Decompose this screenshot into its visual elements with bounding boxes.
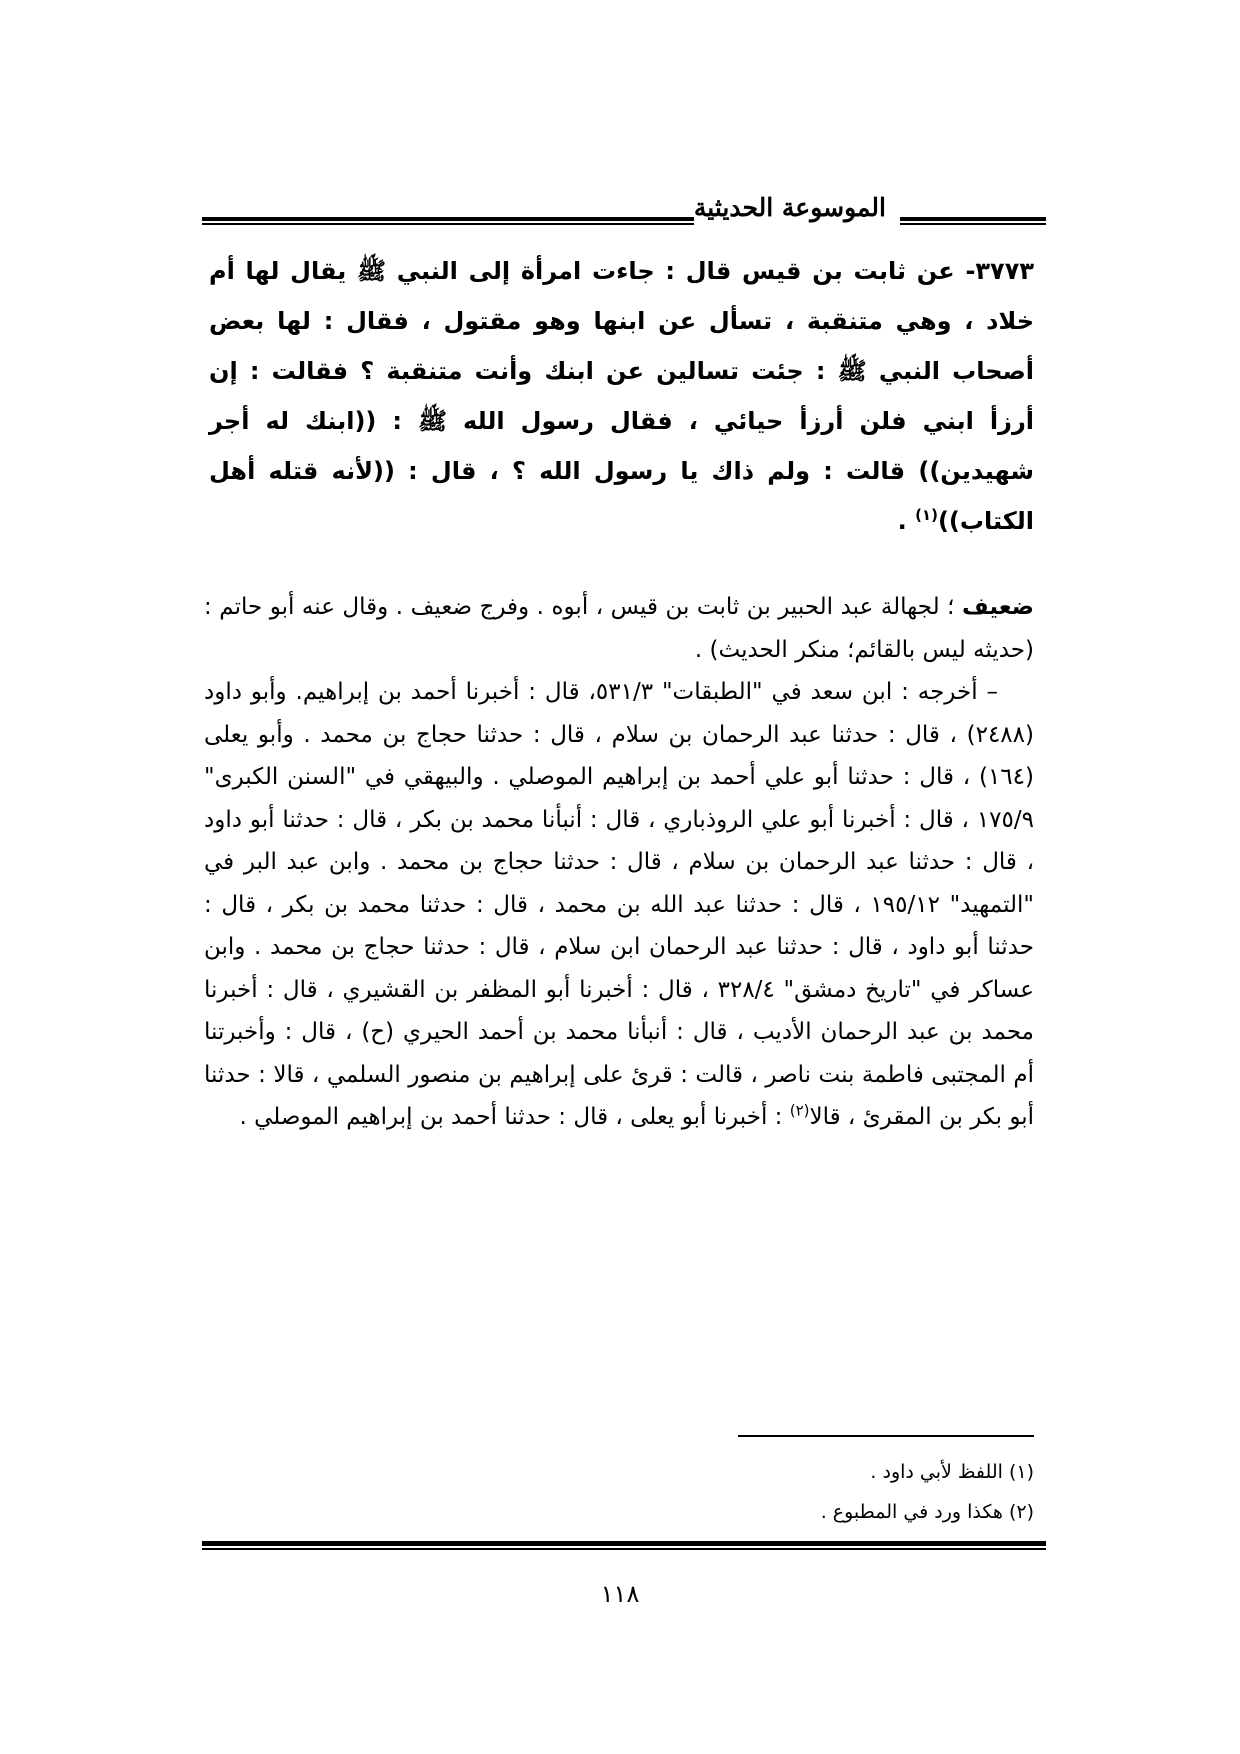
footer-rule	[202, 1541, 1046, 1550]
footnote-1: (١) اللفظ لأبي داود .	[870, 1461, 1034, 1483]
page-header	[202, 193, 1046, 233]
header-rule-left	[202, 217, 694, 225]
book-title: الموسوعة الحديثية	[693, 193, 886, 222]
page-number: ١١٨	[600, 1580, 640, 1608]
header-rule-right	[900, 217, 1046, 225]
takhrij-paragraph	[204, 671, 1034, 1139]
commentary	[204, 586, 1034, 1139]
hadith-text	[209, 246, 1034, 546]
footnotes	[204, 1452, 1034, 1532]
footnote-ref-1: (١)	[915, 506, 938, 524]
grading-text: ؛ لجهالة عبد الحبير بن ثابت بن قيس ، أبوه . وفرج ضعيف . وقال عنه أبو حاتم : (حديثه ليس بالقائم؛ منكر الحديث) .	[204, 594, 1034, 663]
grading-label: ضعيف	[962, 594, 1034, 620]
takhrij-text-end: : أخبرنا أبو يعلى ، قال : حدثنا أحمد بن إبراهيم الموصلي .	[239, 1104, 790, 1130]
footnote-divider	[738, 1435, 1034, 1437]
footnote-ref-2: (٢)	[789, 1101, 810, 1120]
takhrij-text: – أخرجه : ابن سعد في "الطبقات" ٥٣١/٣، قال : أخبرنا أحمد بن إبراهيم. وأبو داود (٢٤٨٨) ، قال : حدثنا عبد الرحمان بن سلام ، قال : حدثنا حجاج بن محمد . وأبو يعلى (١٦٤) ، قال : حدثنا أبو علي أحمد بن إبراهيم الموصلي . والبيهقي في "السنن الكبرى" ١٧٥/٩ ، قال : أخبرنا أبو علي الروذباري ، قال : أنبأنا محمد بن بكر ، قال : حدثنا أبو داود ، قال : حدثنا عبد الرحمان بن سلام ، قال : حدثنا حجاج بن محمد . وابن عبد البر في "التمهيد" ١٩٥/١٢ ، قال : حدثنا عبد الله بن محمد ، قال : حدثنا محمد بن بكر ، قال : حدثنا أبو داود ، قال : حدثنا عبد الرحمان ابن سلام ، قال : حدثنا حجاج بن محمد . وابن عساكر في "تاريخ دمشق" ٣٢٨/٤ ، قال : أخبرنا أبو المظفر بن القشيري ، قال : أخبرنا محمد بن عبد الرحمان الأديب ، قال : أنبأنا محمد بن أحمد الحيري (ح) ، قال : وأخبرتنا أم المجتبى فاطمة بنت ناصر ، قالت : قرئ على إبراهيم بن منصور السلمي ، قالا : حدثنا أبو بكر بن المقرئ ، قالا	[204, 679, 1034, 1130]
hadith-end: .	[897, 507, 916, 535]
hadith-body: ٣٧٧٣- عن ثابت بن قيس قال : جاءت امرأة إلى النبي ﷺ يقال لها أم خلاد ، وهي متنقبة ، تسأل عن ابنها وهو مقتول ، فقال : لها بعض أصحاب النبي ﷺ : جئت تسالين عن ابنك وأنت متنقبة ؟ فقالت : إن أرزأ ابني فلن أرزأ حيائي ، فقال رسول الله ﷺ : ((ابنك له أجر شهيدين)) قالت : ولم ذاك يا رسول الله ؟ ، قال : ((لأنه قتله أهل الكتاب))	[209, 257, 1034, 535]
grading-paragraph	[204, 586, 1034, 671]
footnote-2: (٢) هكذا ورد في المطبوع .	[820, 1501, 1034, 1523]
